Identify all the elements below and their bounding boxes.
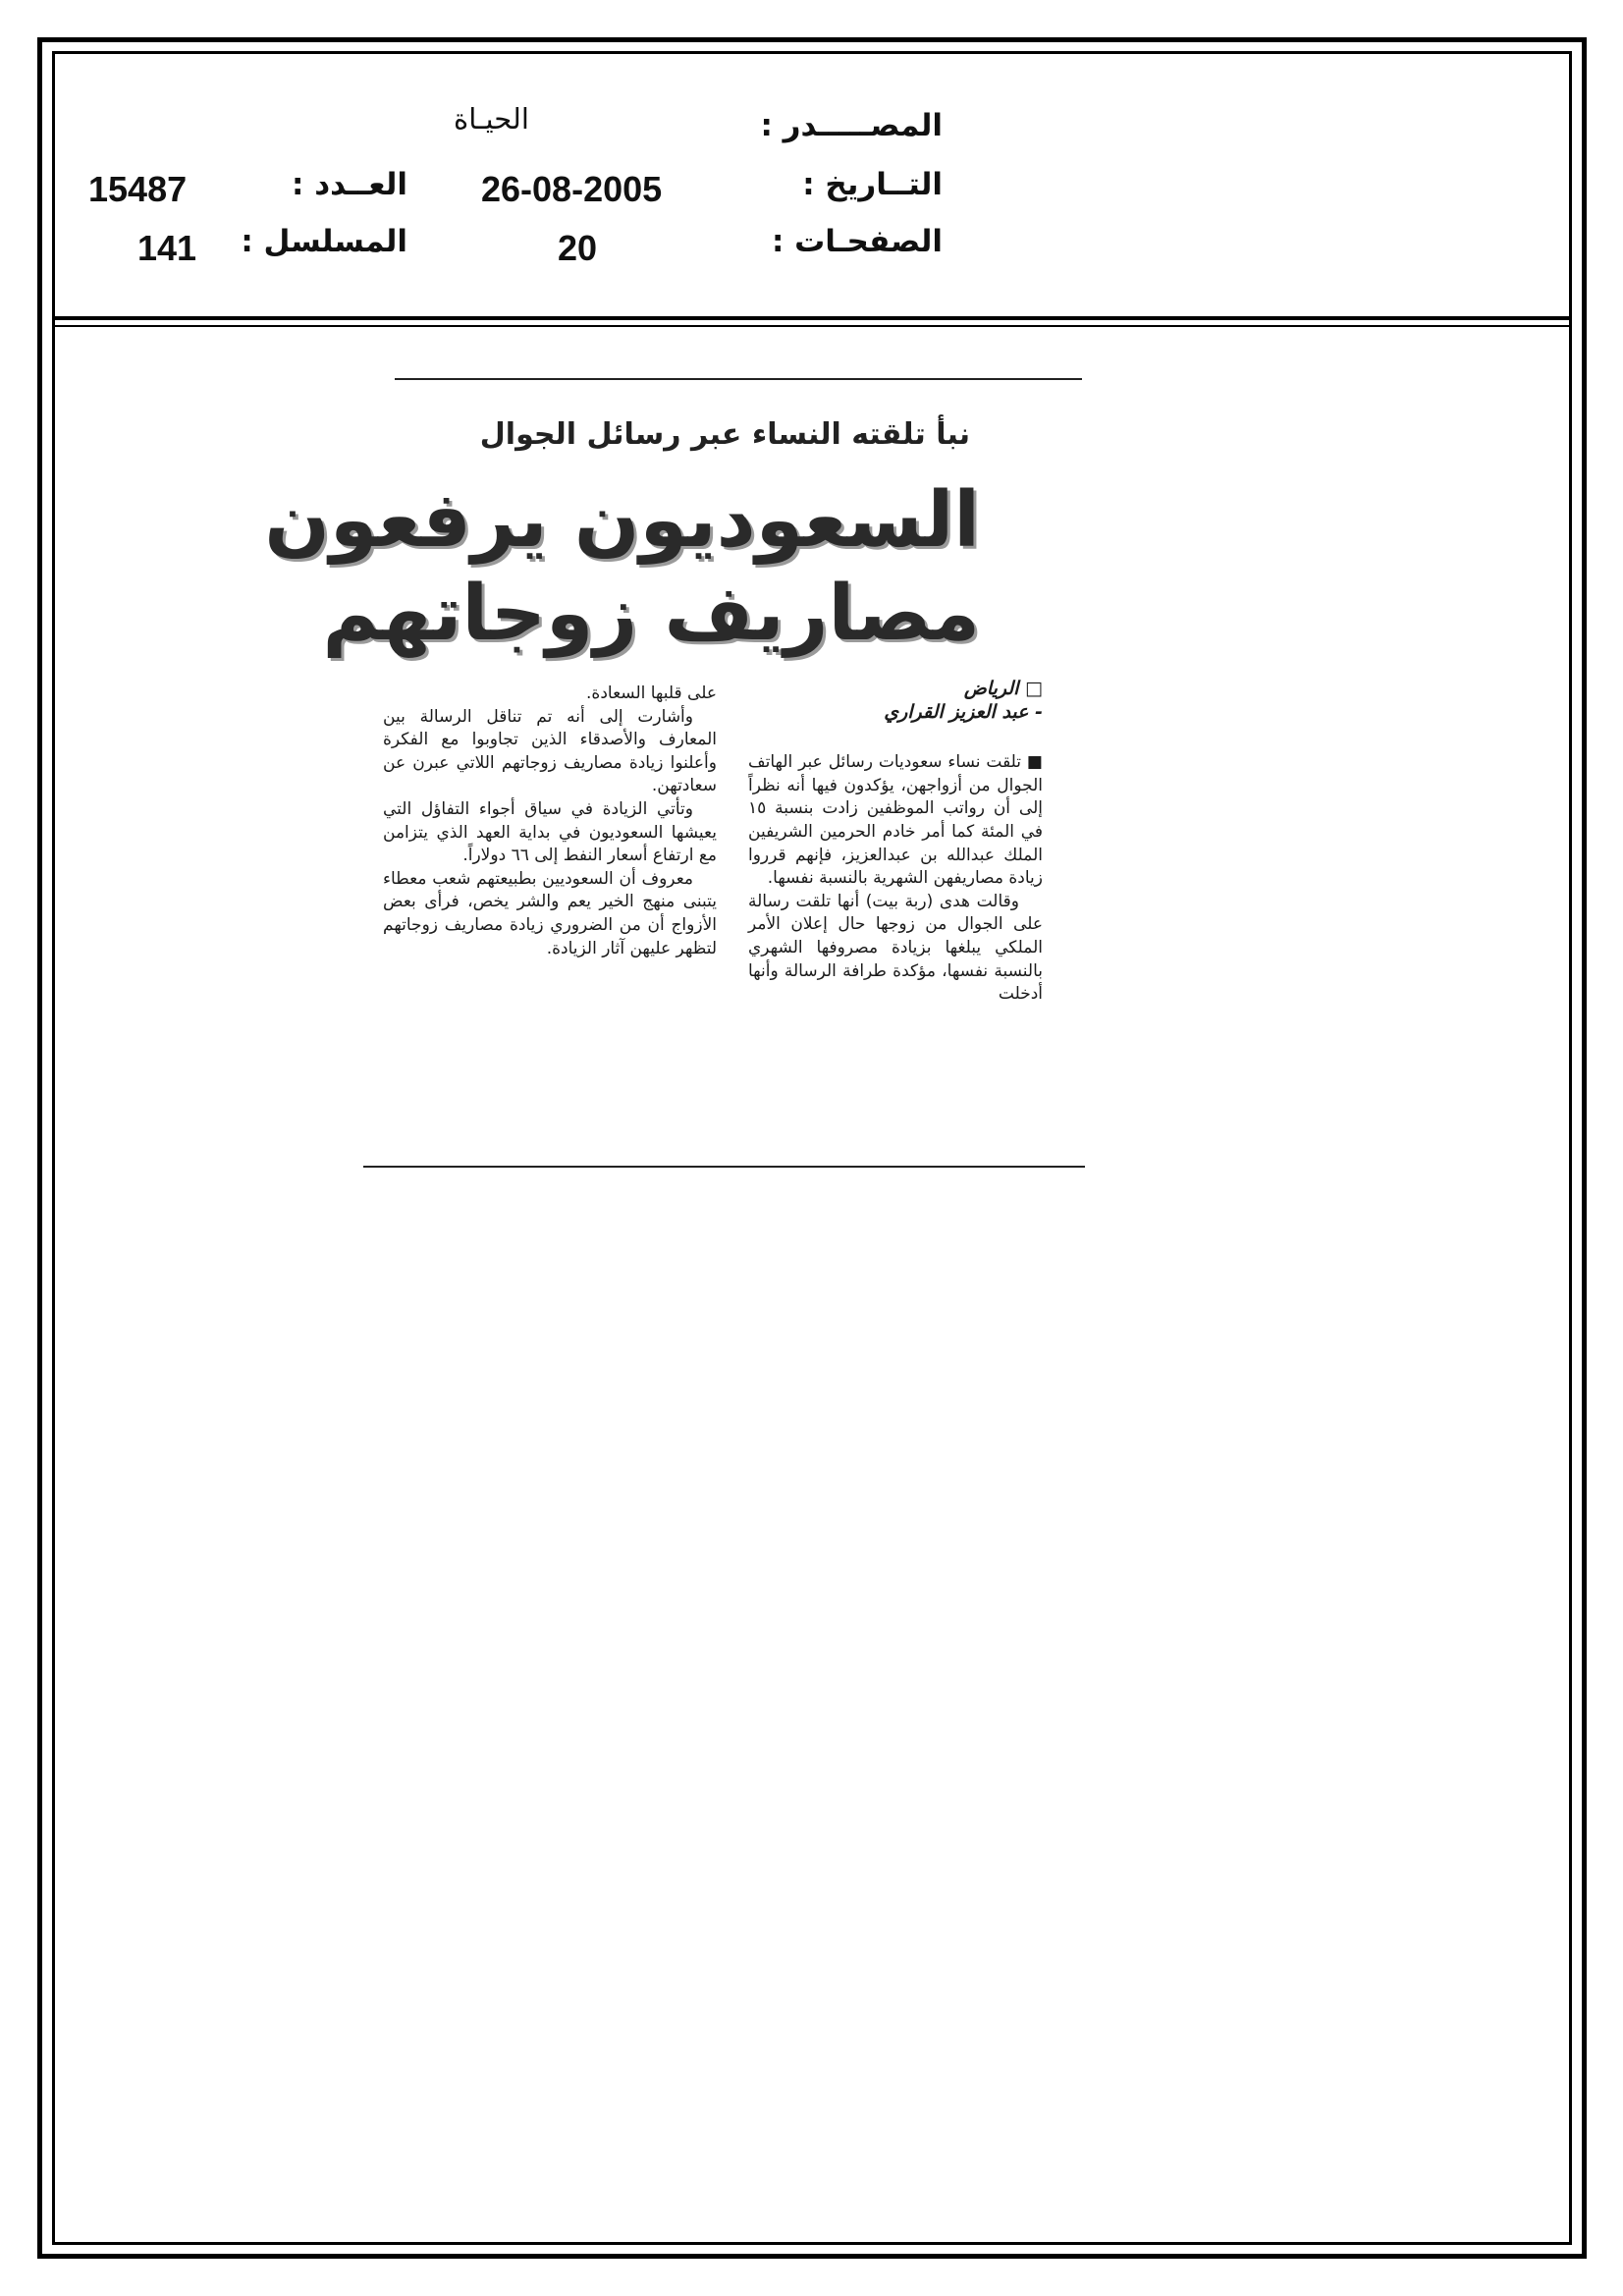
article-right-column bbox=[748, 678, 1043, 1007]
paragraph: وأشارت إلى أنه تم تناقل الرسالة بين المعارف والأصدقاء الذين تجاوبوا مع الفكرة وأعلنوا زيادة مصاريف زوجاتهم اللاتي عبرن عن سعادتهن. bbox=[383, 706, 717, 796]
source-label: المصـــــدر : bbox=[760, 108, 943, 143]
paragraph: معروف أن السعوديين بطبيعتهم شعب معطاء يتبنى منهج الخير يعم والشر يخص، فرأى بعض الأزواج أن من الضروري زيادة مصاريف زوجاتهم لتظهر عليهن آثار الزيادة. bbox=[383, 868, 717, 958]
paragraph: ■ تلقت نساء سعوديات رسائل عبر الهاتف الجوال من أزواجهن، يؤكدون فيها أنه نظراً إلى أن رواتب الموظفين زادت بنسبة ١٥ في المئة كما أمر خادم الحرمين الشريفين الملك عبدالله بن عبدالعزيز، فإنهم قرروا زيادة مصاريفهن الشهرية بالنسبة نفسها. bbox=[748, 752, 1043, 889]
byline-author: - عبد العزيز القراري bbox=[884, 700, 1043, 723]
article-left-column bbox=[383, 683, 717, 960]
paragraph: وقالت هدى (ربة بيت) أنها تلقت رسالة على الجوال من زوجها حال إعلان الأمر الملكي يبلغها بزيادة مصروفها الشهري بالنسبة نفسها، مؤكدة طرافة الرسالة وأنها أدخلت bbox=[748, 891, 1043, 1005]
header-separator-thin bbox=[52, 325, 1572, 327]
serial-label: المسلسل : bbox=[241, 224, 407, 259]
paragraph: وتأتي الزيادة في سياق أجواء التفاؤل التي يعيشها السعوديون في بداية العهد الذي يتزامن مع ارتفاع أسعار النفط إلى ٦٦ دولاراً. bbox=[383, 798, 717, 866]
date-label: التــاريخ : bbox=[802, 167, 943, 202]
paragraph: على قلبها السعادة. bbox=[586, 683, 717, 703]
article-kicker: نبأ تلقته النساء عبر رسائل الجوال bbox=[479, 417, 970, 452]
article-clipping bbox=[264, 378, 1088, 1169]
bottom-rule bbox=[363, 1166, 1085, 1168]
serial-value: 141 bbox=[137, 228, 197, 268]
headline-line-2: مصاريف زوجاتهم bbox=[322, 570, 980, 658]
pages-label: الصفحـات : bbox=[771, 224, 943, 259]
headline-line-1: السعوديون يرفعون bbox=[264, 476, 980, 565]
header-separator bbox=[52, 316, 1572, 320]
source-value: الحيـاة bbox=[454, 102, 529, 136]
issue-value: 15487 bbox=[88, 169, 188, 209]
byline-place: □ الرياض bbox=[963, 678, 1043, 699]
date-value: 26-08-2005 bbox=[481, 169, 663, 209]
pages-value: 20 bbox=[558, 228, 598, 268]
top-rule bbox=[395, 378, 1082, 380]
issue-label: العــدد : bbox=[292, 167, 407, 202]
